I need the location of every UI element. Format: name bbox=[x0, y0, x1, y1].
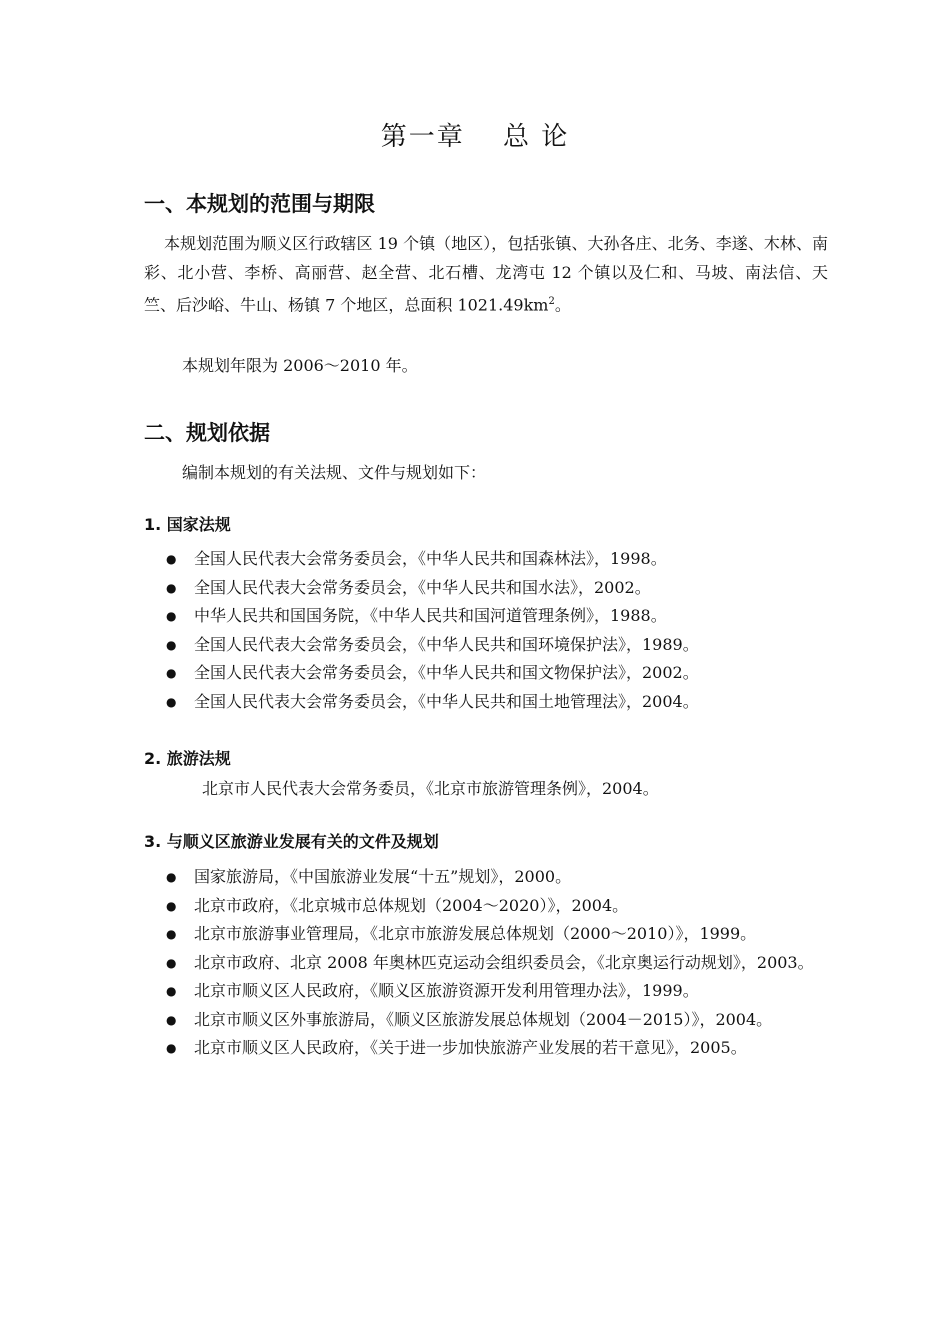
subheading-tourism-laws: 2. 旅游法规 bbox=[144, 749, 231, 768]
list-item: ● 全国人民代表大会常务委员会，《中华人民共和国环境保护法》，1989。 bbox=[144, 631, 834, 660]
bullet-icon: ● bbox=[166, 580, 177, 595]
period-paragraph: 本规划年限为 2006～2010 年。 bbox=[182, 356, 418, 375]
national-laws-list bbox=[144, 545, 834, 716]
bullet-icon: ● bbox=[166, 1041, 177, 1055]
bullet-icon: ● bbox=[166, 1012, 177, 1027]
bullet-icon: ● bbox=[166, 927, 177, 941]
list-item: ● 国家旅游局，《中国旅游业发展“十五”规划》，2000。 bbox=[144, 863, 834, 892]
list-item: ● 北京市顺义区人民政府，《关于进一步加快旅游产业发展的若干意见》，2005。 bbox=[144, 1034, 834, 1063]
bullet-icon: ● bbox=[166, 666, 177, 680]
list-item: ● 全国人民代表大会常务委员会，《中华人民共和国森林法》，1998。 bbox=[144, 545, 834, 574]
list-item: ● 中华人民共和国国务院，《中华人民共和国河道管理条例》，1988。 bbox=[144, 602, 834, 631]
chapter-title: 第一章 总 论 bbox=[380, 122, 570, 152]
bullet-icon: ● bbox=[166, 552, 177, 566]
list-item: ● 北京市顺义区外事旅游局，《顺义区旅游发展总体规划（2004－2015）》，2004。 bbox=[144, 1006, 834, 1035]
bullet-icon: ● bbox=[166, 637, 177, 652]
subheading-related-plans: 3. 与顺义区旅游业发展有关的文件及规划 bbox=[144, 832, 439, 851]
list-item: ● 全国人民代表大会常务委员会，《中华人民共和国文物保护法》，2002。 bbox=[144, 659, 834, 688]
bullet-icon: ● bbox=[166, 609, 177, 623]
bullet-icon: ● bbox=[166, 694, 177, 709]
scope-paragraph bbox=[144, 229, 828, 319]
list-item: ● 北京市政府，《北京城市总体规划（2004～2020）》，2004。 bbox=[144, 892, 834, 921]
area-unit-superscript: 2 bbox=[548, 296, 555, 307]
scope-text: 本规划范围为顺义区行政辖区 19 个镇（地区），包括张镇、大孙各庄、北务、李遂、木林、南彩、北小营、李桥、高丽营、赵全营、北石槽、龙湾屯 12 个镇以及仁和、马坡、南法信、天竺、后沙峪、牛山、杨镇 7 个地区，总面积 1021.49km bbox=[144, 234, 828, 315]
subheading-national-laws: 1. 国家法规 bbox=[144, 515, 231, 534]
section-heading-basis: 二、规划依据 bbox=[144, 421, 270, 445]
related-plans-list bbox=[144, 863, 834, 1063]
list-item: ● 北京市旅游事业管理局，《北京市旅游发展总体规划（2000～2010）》，1999。 bbox=[144, 920, 834, 949]
bullet-icon: ● bbox=[166, 898, 177, 913]
bullet-icon: ● bbox=[166, 870, 177, 884]
list-item: ● 全国人民代表大会常务委员会，《中华人民共和国土地管理法》，2004。 bbox=[144, 688, 834, 717]
bullet-icon: ● bbox=[166, 955, 177, 970]
tourism-law-text: 北京市人民代表大会常务委员，《北京市旅游管理条例》，2004。 bbox=[202, 779, 659, 798]
section-heading-scope: 一、本规划的范围与期限 bbox=[144, 192, 375, 216]
basis-intro: 编制本规划的有关法规、文件与规划如下： bbox=[182, 463, 487, 482]
list-item: ● 北京市顺义区人民政府，《顺义区旅游资源开发利用管理办法》，1999。 bbox=[144, 977, 834, 1006]
scope-text-end: 。 bbox=[554, 295, 571, 315]
list-item: ● 全国人民代表大会常务委员会，《中华人民共和国水法》，2002。 bbox=[144, 574, 834, 603]
bullet-icon: ● bbox=[166, 984, 177, 998]
list-item: ● 北京市政府、北京 2008 年奥林匹克运动会组织委员会，《北京奥运行动规划》，2003。 bbox=[144, 949, 834, 978]
